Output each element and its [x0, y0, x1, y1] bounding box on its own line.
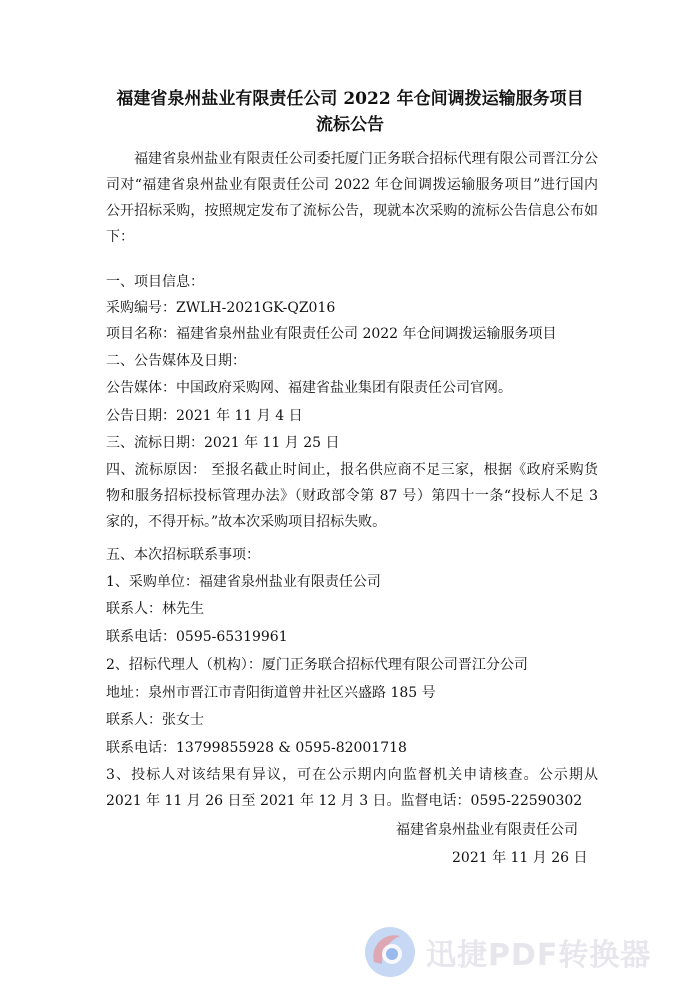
procurement-number: 采购编号：ZWLH-2021GK-QZ016	[106, 300, 336, 316]
section-media-date: 二、公告媒体及日期：	[106, 353, 246, 369]
doc-title-line1: 福建省泉州盐业有限责任公司 2022 年仓间调拨运输服务项目	[116, 89, 584, 109]
purchaser: 1、采购单位：福建省泉州盐业有限责任公司	[106, 574, 381, 590]
agent-phone: 联系电话：13799855928 & 0595-82001718	[106, 740, 407, 756]
xunjie-logo-icon	[360, 922, 420, 982]
agent: 2、招标代理人（机构）：厦门正务联合招标代理有限公司晋江分公司	[106, 657, 528, 673]
purchaser-phone: 联系电话：0595-65319961	[106, 629, 288, 645]
intro-paragraph: 福建省泉州盐业有限责任公司委托厦门正务联合招标代理有限公司晋江分公司对“福建省泉州盐业有限责任公司 2022 年仓间调拨运输服务项目”进行国内公开招标采购，按照规定发布了流标公告，现就本次采购的流标公告信息公布如下：	[106, 151, 598, 245]
section-project-info: 一、项目信息：	[106, 274, 204, 290]
doc-title-line2: 流标公告	[316, 115, 384, 135]
signature-org: 福建省泉州盐业有限责任公司	[396, 822, 578, 838]
notice-media: 公告媒体：中国政府采购网、福建省盐业集团有限责任公司官网。	[106, 380, 512, 396]
agent-address: 地址：泉州市晋江市青阳街道曾井社区兴盛路 185 号	[106, 685, 436, 701]
section-failure-reason: 四、流标原因： 至报名截止时间止，报名供应商不足三家，根据《政府采购货物和服务招标投标管理办法》（财政部令第 87 号）第四十一条“投标人不足 3 家的，不得开标。”故本次采购项目招标失败。	[106, 462, 598, 530]
signature-date: 2021 年 11 月 26 日	[452, 850, 588, 866]
notice-date: 公告日期：2021 年 11 月 4 日	[106, 408, 303, 424]
purchaser-contact: 联系人：林先生	[106, 601, 204, 617]
agent-contact: 联系人：张女士	[106, 712, 204, 728]
watermark-text: 迅捷PDF转换器	[426, 938, 652, 973]
project-name: 项目名称：福建省泉州盐业有限责任公司 2022 年仓间调拨运输服务项目	[106, 326, 557, 342]
section-contacts: 五、本次招标联系事项：	[106, 547, 260, 563]
objection-note: 3、投标人对该结果有异议，可在公示期内向监督机关申请核查。公示期从 2021 年 11 月 26 日至 2021 年 12 月 3 日。监督电话：0595-22590302	[106, 767, 598, 809]
watermark	[360, 922, 690, 982]
section-failure-date: 三、流标日期：2021 年 11 月 25 日	[106, 435, 340, 451]
